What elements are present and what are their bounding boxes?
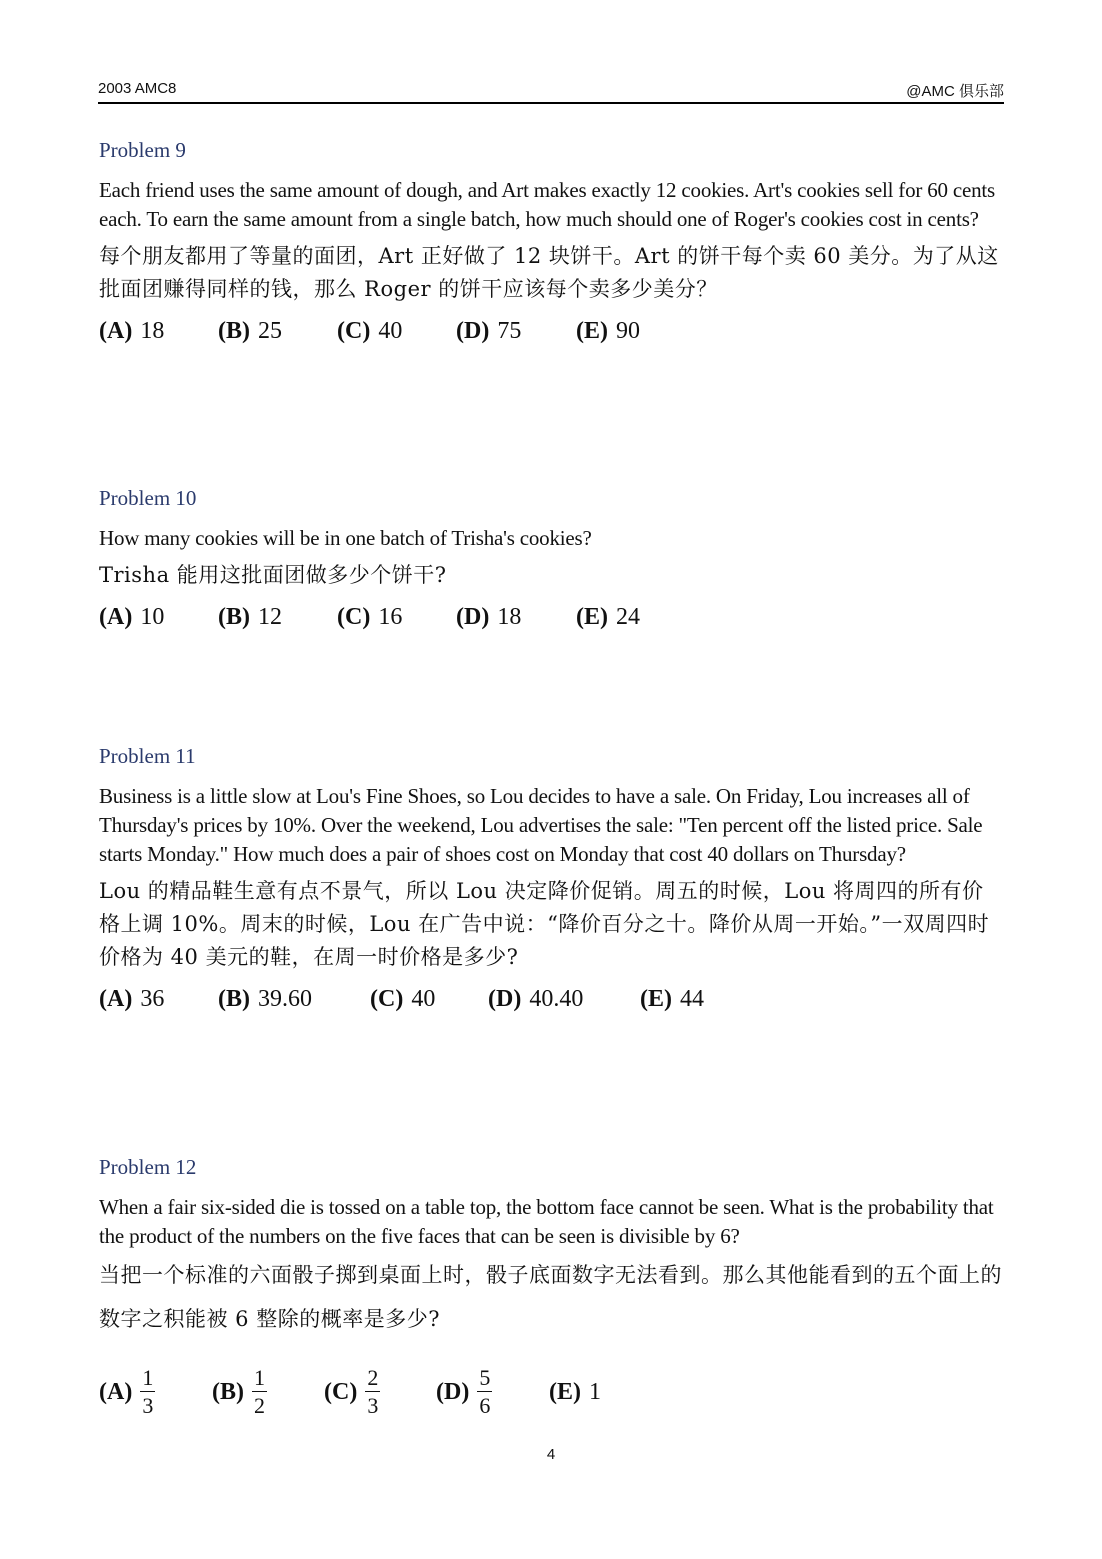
- problem-9: [99, 136, 1005, 348]
- choice-a: (A) 36: [99, 985, 165, 1012]
- choice-e: (E) 1: [549, 1378, 601, 1405]
- problem-title: Problem 11: [99, 744, 196, 768]
- page-number: 4: [546, 1446, 556, 1463]
- problem-12: [99, 1153, 1005, 1423]
- problem-text-en: When a fair six-sided die is tossed on a table top, the bottom face cannot be seen. What is the probability that the product of the numbers on the five faces that can be seen is divisible by 6?: [99, 1195, 994, 1248]
- choice-d: (D) 40.40: [488, 985, 584, 1012]
- choice-c: (C) $\frac{2}{3}$: [324, 1365, 379, 1418]
- problem-text-cn: Trisha 能用这批面团做多少个饼干?: [99, 563, 447, 587]
- choice-b: (B) $\frac{1}{2}$: [212, 1365, 265, 1418]
- choice-b: (B) 12: [218, 603, 282, 630]
- choice-d: (D) $\frac{5}{6}$: [436, 1365, 491, 1418]
- fraction: $\frac{1}{3}$: [142, 1365, 154, 1418]
- problem-text-cn: 每个朋友都用了等量的面团，Art 正好做了 12 块饼干。Art 的饼干每个卖 60 美分。为了从这批面团赚得同样的钱，那么 Roger 的饼干应该每个卖多少美分？: [99, 244, 999, 301]
- choice-c: (C) 40: [337, 317, 403, 344]
- fraction: $\frac{2}{3}$: [367, 1365, 379, 1418]
- answer-choices: [99, 600, 1005, 634]
- header-left-text: 2003 AMC8: [98, 80, 177, 97]
- choice-d: (D) 18: [456, 603, 522, 630]
- choice-c: (C) 16: [337, 603, 403, 630]
- choice-b: (B) 39.60: [218, 985, 312, 1012]
- answer-choices: [99, 1361, 1005, 1423]
- problem-title: Problem 12: [99, 1155, 197, 1179]
- header-right-text: @AMC 俱乐部: [906, 83, 1004, 100]
- problem-11: [99, 742, 1005, 1016]
- fraction: $\frac{5}{6}$: [479, 1365, 491, 1418]
- problem-text-cn: 当把一个标准的六面骰子掷到桌面上时，骰子底面数字无法看到。那么其他能看到的五个面上的数字之积能被 6 整除的概率是多少?: [99, 1263, 1002, 1331]
- problem-text-en: How many cookies will be in one batch of Trisha's cookies?: [99, 526, 592, 550]
- choice-e: (E) 44: [640, 985, 704, 1012]
- problem-10: [99, 484, 1005, 634]
- choice-e: (E) 90: [576, 317, 640, 344]
- problem-title: Problem 10: [99, 486, 197, 510]
- problem-text-en: Business is a little slow at Lou's Fine Shoes, so Lou decides to have a sale. On Friday, Lou increases all of Thursday's prices by 10%. Over the weekend, Lou advertises the sale: "Ten percent off the listed price. Sale starts Monday." How much does a pair of shoes cost on Monday that cost 40 dollars on Thursday?: [99, 784, 983, 866]
- answer-choices: [99, 314, 1005, 348]
- choice-a: (A) 18: [99, 317, 165, 344]
- problem-text-cn: Lou 的精品鞋生意有点不景气，所以 Lou 决定降价促销。周五的时候，Lou 将周四的所有价格上调 10%。周末的时候，Lou 在广告中说：“降价百分之十。降价从周一开始。”一双周四时价格为 40 美元的鞋，在周一时价格是多少?: [99, 879, 990, 969]
- choice-a: (A) 10: [99, 603, 165, 630]
- choice-c: (C) 40: [370, 985, 436, 1012]
- problem-title: Problem 9: [99, 138, 186, 162]
- choice-b: (B) 25: [218, 317, 282, 344]
- page-header: [98, 80, 1004, 104]
- problem-text-en: Each friend uses the same amount of dough, and Art makes exactly 12 cookies. Art's cookies sell for 60 cents each. To earn the same amount from a single batch, how much should one of Roger's cookies cost in cents?: [99, 178, 996, 231]
- choice-d: (D) 75: [456, 317, 522, 344]
- fraction: $\frac{1}{2}$: [254, 1365, 265, 1418]
- answer-choices: [99, 982, 1005, 1016]
- choice-e: (E) 24: [576, 603, 640, 630]
- choice-a: (A) $\frac{1}{3}$: [99, 1365, 154, 1418]
